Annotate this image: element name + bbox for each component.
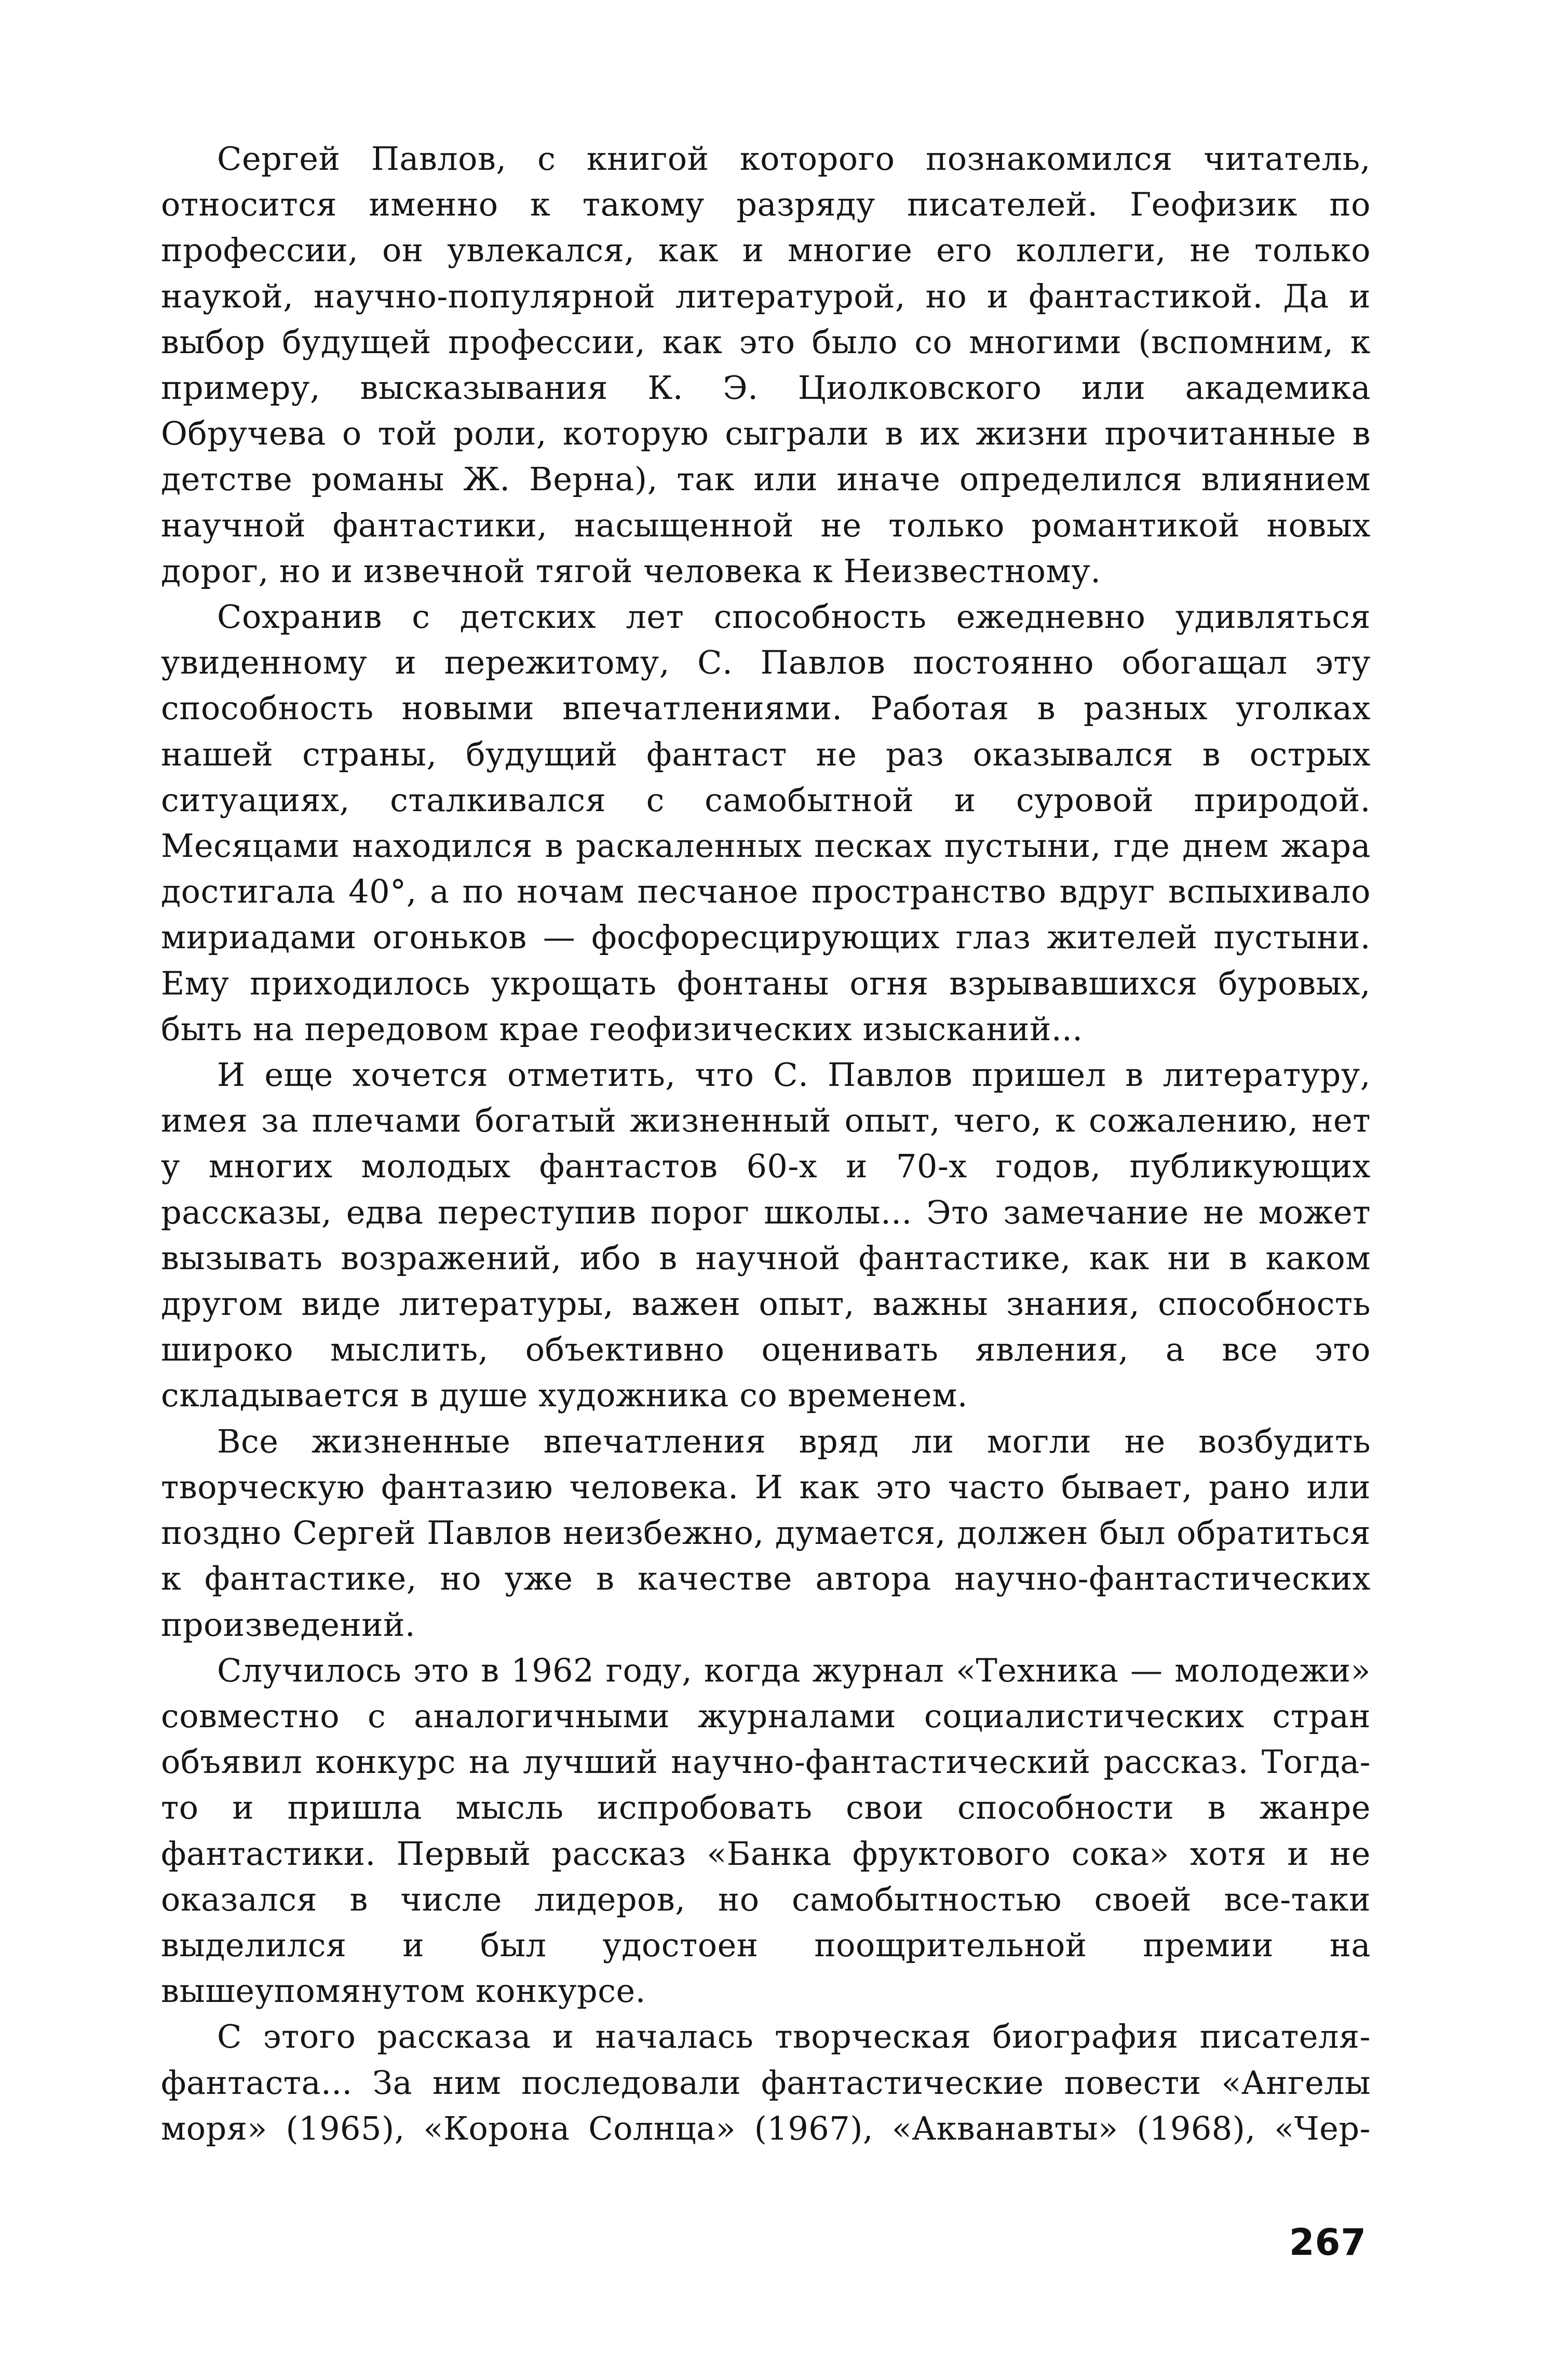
paragraph-1: Сергей Павлов, с книгой которого познакомился читатель, относится именно к такому разряду писателей. Геофизик по профессии, он увлекался, как и многие его коллеги, не только наукой, научно-популярной литературой, но и фантастикой. Да и выбор будущей профессии, как это было со многими (вспомним, к примеру, высказывания К. Э. Циолковского или академика Обручева о той роли, которую сыграли в их жизни прочитанные в детстве романы Ж. Верна), так или иначе определился влиянием научной фантастики, насыщенной не только романтикой новых дорог, но и извечной тягой человека к Неизвестному. xyxy=(161,140,1371,590)
paragraph-5: Случилось это в 1962 году, когда журнал «Техника — молодежи» совместно с аналогичными журналами социалистических стран объявил конкурс на лучший научно-фантастический рассказ. Тогда-то и пришла мысль испробовать свои способности в жанре фантастики. Первый рассказ «Банка фруктового сока» хотя и не оказался в числе лидеров, но самобытностью своей все-таки выделился и был удостоен поощрительной премии на вышеупомянутом конкурсе. xyxy=(161,1651,1371,2010)
paragraph-4: Все жизненные впечатления вряд ли могли не возбудить творческую фантазию человека. И как это часто бывает, рано или поздно Сергей Павлов неизбежно, думается, должен был обратиться к фантастике, но уже в качестве автора научно-фантастических произведений. xyxy=(161,1422,1371,1644)
paragraph-2: Сохранив с детских лет способность ежедневно удивляться увиденному и пережитому, С. Павлов постоянно обогащал эту способность новыми впечатлениями. Работая в разных уголках нашей страны, будущий фантаст не раз оказывался в острых ситуациях, сталкивался с самобытной и суровой природой. Месяцами находился в раскаленных песках пустыни, где днем жара достигала 40°, а по ночам песчаное пространство вдруг вспыхивало мириадами огоньков — фосфоресцирующих глаз жителей пустыни. Ему приходилось укрощать фонтаны огня взрывавшихся буровых, быть на передовом крае геофизических изысканий... xyxy=(161,598,1371,1048)
body-text xyxy=(161,136,1371,2152)
paragraph-6: С этого рассказа и началась творческая биография писателя-фантаста... За ним последовали фантастические повести «Ангелы моря» (1965), «Корона Солнца» (1967), «Акванавты» (1968), «Чер- xyxy=(161,2018,1371,2147)
page-number: 267 xyxy=(1289,2221,1367,2264)
paragraph-3: И еще хочется отметить, что С. Павлов пришел в литературу, имея за плечами богатый жизненный опыт, чего, к сожалению, нет у многих молодых фантастов 60-х и 70-х годов, публикующих рассказы, едва переступив порог школы... Это замечание не может вызывать возражений, ибо в научной фантастике, как ни в каком другом виде литературы, важен опыт, важны знания, способность широко мыслить, объективно оценивать явления, а все это складывается в душе художника со временем. xyxy=(161,1056,1371,1415)
